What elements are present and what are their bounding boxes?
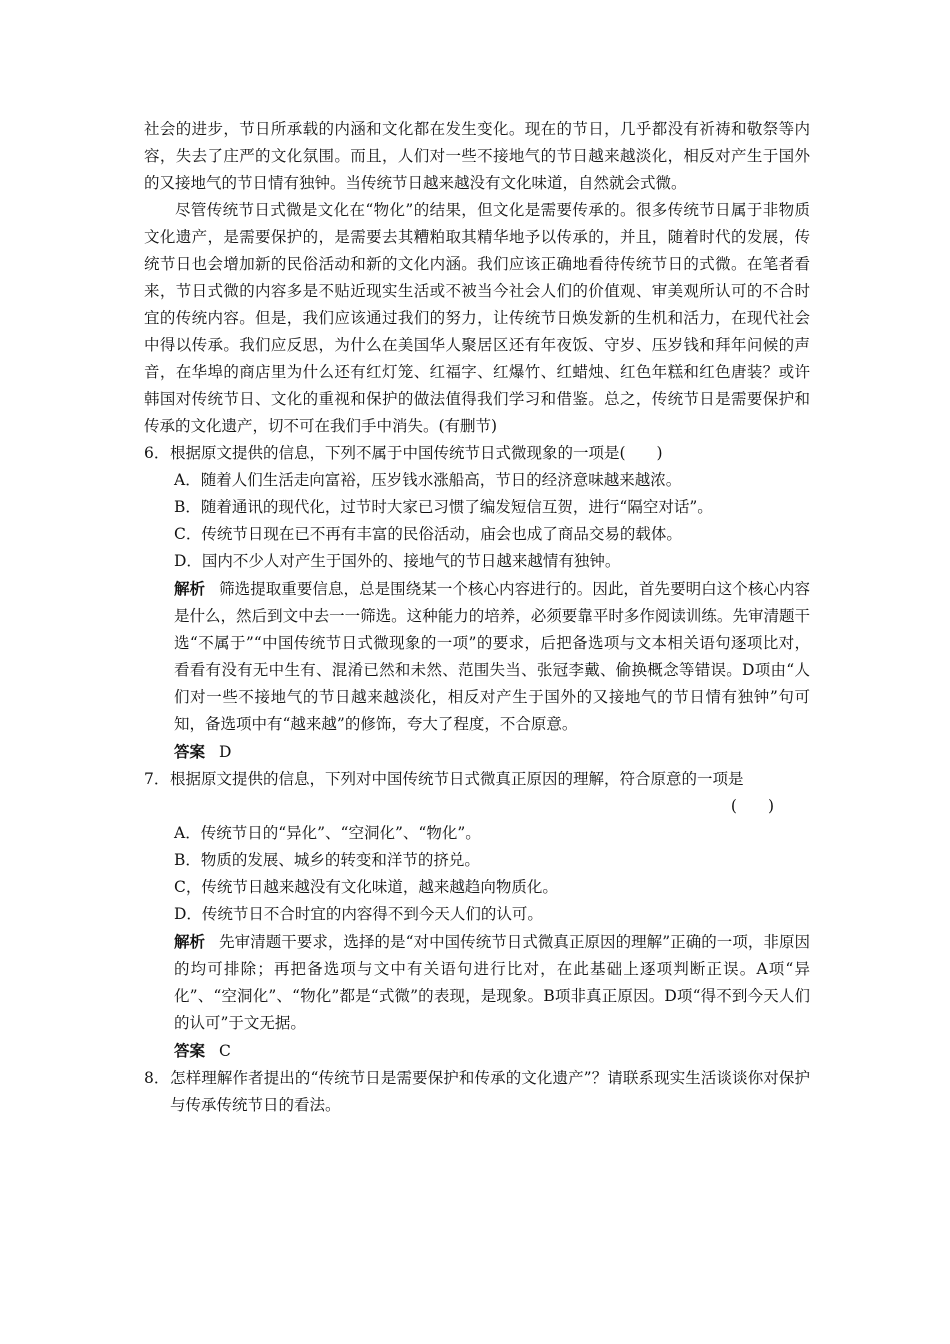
- question-7-answer-blank: ( ): [730, 797, 774, 815]
- question-7-analysis: [144, 928, 810, 1037]
- analysis-label: 解析: [174, 932, 206, 951]
- question-7-option-b: B．物质的发展、城乡的转变和洋节的挤兑。: [174, 851, 480, 869]
- question-6-stem: [144, 440, 810, 467]
- question-7-option-c: C，传统节日越来越没有文化味道，越来越趋向物质化。: [174, 878, 558, 896]
- answer-value: D: [219, 743, 232, 761]
- question-6-option-c: C．传统节日现在已不再有丰富的民俗活动，庙会也成了商品交易的载体。: [174, 525, 682, 543]
- question-8-stem: [144, 1065, 810, 1119]
- answer-value: C: [219, 1042, 231, 1060]
- question-6-answer: [144, 738, 810, 766]
- question-8-number: 8．: [144, 1069, 170, 1087]
- question-6-text: 根据原文提供的信息，下列不属于中国传统节日式微现象的一项是( ): [170, 444, 663, 462]
- passage-paragraph-2: 尽管传统节日式微是文化在“物化”的结果，但文化是需要传承的。很多传统节日属于非物质文化遗产，是需要保护的，是需要去其糟粕取其精华地予以传承的，并且，随着时代的发展，传统节日也会增加新的民俗活动和新的文化内涵。我们应该正确地看待传统节日的式微。在笔者看来，节日式微的内容多是不贴近现实生活或不被当今社会人们的价值观、审美观所认可的不合时宜的传统内容。但是，我们应该通过我们的努力，让传统节日焕发新的生机和活力，在现代社会中得以传承。我们应反思，为什么在美国华人聚居区还有年夜饭、守岁、压岁钱和拜年问候的声音，在华埠的商店里为什么还有红灯笼、红福字、红爆竹、红蜡烛、红色年糕和红色唐装？或许韩国对传统节日、文化的重视和保护的做法值得我们学习和借鉴。总之，传统节日是需要保护和传承的文化遗产，切不可在我们手中消失。(有删节): [144, 201, 810, 435]
- question-7-stem: [144, 766, 810, 793]
- question-6-option-a: A．随着人们生活走向富裕，压岁钱水涨船高，节日的经济意味越来越浓。: [174, 471, 682, 489]
- analysis-label: 解析: [174, 579, 206, 598]
- analysis-text: 筛选提取重要信息，总是围绕某一个核心内容进行的。因此，首先要明白这个核心内容是什么，然后到文中去一一筛选。这种能力的培养，必须要靠平时多作阅读训练。先审清题干选“不属于”“中国传统节日式微现象的一项”的要求，后把备选项与文本相关语句逐项比对，看看有没有无中生有、混淆已然和未然、范围失当、张冠李戴、偷换概念等错误。D项由“人们对一些不接地气的节日越来越淡化，相反对产生于国外的又接地气的节日情有独钟”句可知，备选项中有“越来越”的修饰，夸大了程度，不合原意。: [174, 580, 810, 733]
- question-8-text: 怎样理解作者提出的“传统节日是需要保护和传承的文化遗产”？请联系现实生活谈谈你对保护与传承传统节日的看法。: [170, 1069, 810, 1114]
- answer-label: 答案: [174, 1041, 206, 1060]
- question-7-answer: [144, 1037, 810, 1065]
- question-7-number: 7．: [144, 770, 170, 788]
- answer-label: 答案: [174, 742, 206, 761]
- question-6-analysis: [144, 575, 810, 738]
- question-7: [144, 766, 810, 1065]
- analysis-text: 先审清题干要求，选择的是“对中国传统节日式微真正原因的理解”正确的一项，非原因的均可排除；再把备选项与文中有关语句进行比对，在此基础上逐项判断正误。A项“异化”、“空洞化”、“物化”都是“式微”的表现，是现象。B项非真正原因。D项“得不到今天人们的认可”于文无据。: [174, 933, 810, 1032]
- question-6: [144, 440, 810, 766]
- question-7-option-d: D．传统节日不合时宜的内容得不到今天人们的认可。: [174, 905, 543, 923]
- question-8: [144, 1065, 810, 1119]
- question-6-option-d: D．国内不少人对产生于国外的、接地气的节日越来越情有独钟。: [174, 552, 621, 570]
- question-7-option-a: A．传统节日的“异化”、“空洞化”、“物化”。: [174, 824, 481, 842]
- question-7-text: 根据原文提供的信息，下列对中国传统节日式微真正原因的理解，符合原意的一项是: [170, 770, 744, 788]
- question-6-number: 6．: [144, 444, 170, 462]
- passage-paragraph-1: 社会的进步，节日所承载的内涵和文化都在发生变化。现在的节日，几乎都没有祈祷和敬祭等内容，失去了庄严的文化氛围。而且，人们对一些不接地气的节日越来越淡化，相反对产生于国外的又接地气的节日情有独钟。当传统节日越来越没有文化味道，自然就会式微。: [144, 120, 810, 192]
- question-6-option-b: B．随着通讯的现代化，过节时大家已习惯了编发短信互贺，进行“隔空对话”。: [174, 498, 713, 516]
